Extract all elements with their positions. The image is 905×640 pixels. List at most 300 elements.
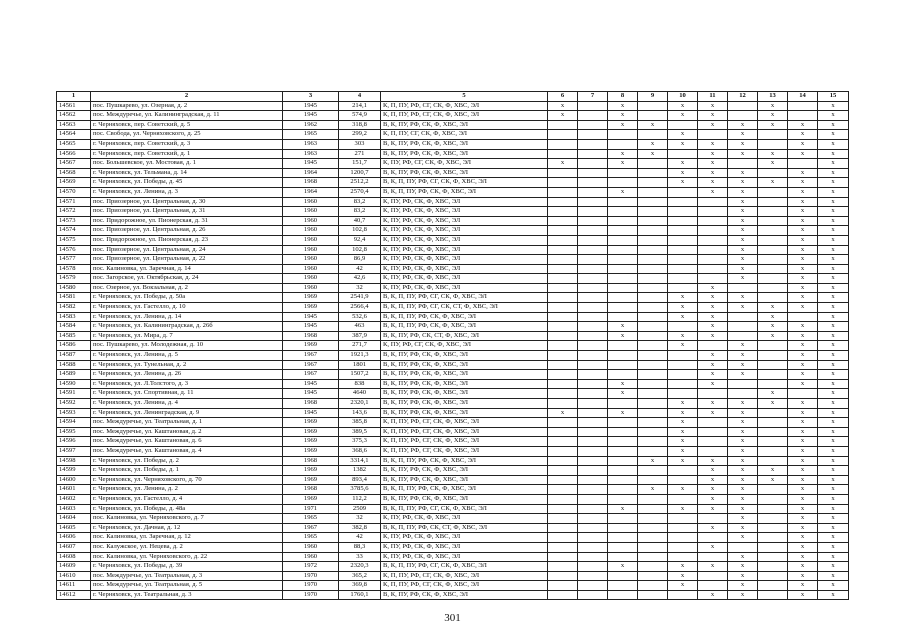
cell-codes: В, К, ПУ, РФ, СК, Ф, ХВС, ЭЛ	[381, 466, 548, 476]
cell-area: 143,6	[339, 408, 381, 418]
cell-codes: В, К, П, ПУ, РФ, СГ, СК, СТ, Ф, ХВС, ЭЛ	[381, 303, 548, 313]
cell-mark	[608, 533, 638, 543]
cell-codes: В, К, ПУ, РФ, СК, Ф, ХВС, ЭЛ	[381, 590, 548, 600]
cell-address: г. Черняховск, пер. Советский, д. 5	[91, 120, 283, 130]
cell-mark: x	[758, 466, 788, 476]
table-row	[57, 456, 849, 466]
cell-mark: x	[638, 139, 668, 149]
cell-year: 1965	[283, 130, 339, 140]
cell-id: 14609	[57, 562, 91, 572]
cell-address: пос. Приозерное, ул. Центральная, д. 22	[91, 255, 283, 265]
cell-mark: x	[818, 456, 849, 466]
cell-mark	[548, 187, 578, 197]
cell-mark	[548, 293, 578, 303]
cell-mark	[758, 341, 788, 351]
cell-area: 2320,1	[339, 399, 381, 409]
cell-mark: x	[728, 446, 758, 456]
cell-mark	[668, 264, 698, 274]
cell-mark	[638, 168, 668, 178]
table-body	[57, 101, 849, 600]
cell-mark: x	[728, 178, 758, 188]
cell-mark	[608, 485, 638, 495]
cell-mark: x	[698, 283, 728, 293]
cell-mark	[608, 437, 638, 447]
cell-id: 14587	[57, 351, 91, 361]
cell-mark	[548, 379, 578, 389]
cell-address: пос. Калиновка, ул. Черняховского, д. 7	[91, 514, 283, 524]
cell-mark	[548, 331, 578, 341]
col-header: 8	[608, 92, 638, 102]
cell-year: 1969	[283, 494, 339, 504]
cell-area: 368,6	[339, 446, 381, 456]
cell-mark	[638, 437, 668, 447]
cell-mark	[578, 255, 608, 265]
cell-mark	[608, 523, 638, 533]
cell-codes: В, К, ПУ, РФ, СК, СТ, Ф, ХВС, ЭЛ	[381, 331, 548, 341]
cell-mark: x	[818, 418, 849, 428]
cell-year: 1967	[283, 360, 339, 370]
cell-mark	[728, 379, 758, 389]
cell-mark	[758, 427, 788, 437]
cell-mark: x	[698, 399, 728, 409]
cell-mark	[548, 504, 578, 514]
cell-mark	[758, 216, 788, 226]
cell-mark: x	[818, 475, 849, 485]
cell-mark: x	[818, 437, 849, 447]
cell-id: 14601	[57, 485, 91, 495]
cell-address: пос. Приозерное, ул. Центральная, д. 24	[91, 245, 283, 255]
cell-mark	[638, 475, 668, 485]
cell-mark: x	[818, 274, 849, 284]
cell-id: 14573	[57, 216, 91, 226]
cell-mark: x	[788, 437, 818, 447]
cell-mark: x	[668, 427, 698, 437]
cell-mark: x	[698, 187, 728, 197]
table-row	[57, 178, 849, 188]
cell-address: пос. Пушкарево, ул. Молодежная, д. 10	[91, 341, 283, 351]
cell-id: 14592	[57, 399, 91, 409]
cell-mark	[758, 590, 788, 600]
cell-mark: x	[788, 149, 818, 159]
cell-year: 1969	[283, 427, 339, 437]
cell-year: 1964	[283, 168, 339, 178]
cell-mark	[698, 418, 728, 428]
cell-mark	[788, 312, 818, 322]
cell-mark	[548, 485, 578, 495]
cell-mark	[578, 389, 608, 399]
cell-id: 14565	[57, 139, 91, 149]
cell-mark: x	[698, 360, 728, 370]
cell-mark	[578, 437, 608, 447]
cell-mark: x	[728, 360, 758, 370]
cell-address: пос. Приозерное, ул. Центральная, д. 30	[91, 197, 283, 207]
cell-mark	[638, 283, 668, 293]
cell-area: 2566,4	[339, 303, 381, 313]
cell-mark: x	[728, 303, 758, 313]
cell-mark: x	[758, 120, 788, 130]
cell-mark: x	[668, 571, 698, 581]
table-row	[57, 514, 849, 524]
cell-address: г. Черняховск, ул. Ленина, д. 4	[91, 399, 283, 409]
cell-mark	[698, 207, 728, 217]
cell-mark	[608, 168, 638, 178]
cell-codes: В, К, ПУ, РФ, СК, Ф, ХВС, ЭЛ	[381, 399, 548, 409]
cell-id: 14591	[57, 389, 91, 399]
cell-codes: К, П, ПУ, РФ, СГ, СК, Ф, ХВС, ЭЛ	[381, 418, 548, 428]
cell-mark: x	[788, 427, 818, 437]
cell-mark	[608, 427, 638, 437]
cell-mark	[608, 581, 638, 591]
table-row	[57, 360, 849, 370]
cell-mark	[758, 197, 788, 207]
cell-codes: К, ПУ, РФ, СГ, СК, Ф, ХВС, ЭЛ	[381, 341, 548, 351]
table-row	[57, 226, 849, 236]
cell-mark	[548, 399, 578, 409]
cell-mark	[608, 552, 638, 562]
cell-area: 271	[339, 149, 381, 159]
table-row	[57, 351, 849, 361]
cell-area: 86,9	[339, 255, 381, 265]
cell-mark: x	[818, 322, 849, 332]
cell-mark: x	[788, 418, 818, 428]
cell-mark	[758, 207, 788, 217]
cell-year: 1968	[283, 331, 339, 341]
cell-mark: x	[758, 149, 788, 159]
cell-mark	[728, 159, 758, 169]
cell-id: 14572	[57, 207, 91, 217]
cell-mark	[548, 446, 578, 456]
cell-address: пос. Свобода, ул. Черняховского, д. 25	[91, 130, 283, 140]
cell-year: 1960	[283, 207, 339, 217]
cell-mark	[608, 418, 638, 428]
cell-codes: В, К, П, ПУ, РФ, СГ, СК, Ф, ХВС, ЭЛ	[381, 504, 548, 514]
cell-mark	[758, 293, 788, 303]
cell-mark	[758, 504, 788, 514]
cell-mark: x	[728, 408, 758, 418]
cell-mark: x	[788, 504, 818, 514]
cell-mark	[668, 322, 698, 332]
cell-year: 1962	[283, 120, 339, 130]
cell-area: 387,9	[339, 331, 381, 341]
cell-mark: x	[818, 235, 849, 245]
cell-codes: К, ПУ, РФ, СК, Ф, ХВС, ЭЛ	[381, 207, 548, 217]
cell-address: г. Черняховск, ул. Калининградская, д. 26б	[91, 322, 283, 332]
cell-mark: x	[728, 494, 758, 504]
cell-id: 14611	[57, 581, 91, 591]
register-table	[56, 91, 849, 600]
cell-codes: В, К, П, ПУ, РФ, СК, Ф, ХВС, ЭЛ	[381, 187, 548, 197]
cell-mark	[668, 542, 698, 552]
cell-mark	[668, 370, 698, 380]
cell-year: 1970	[283, 581, 339, 591]
cell-area: 893,4	[339, 475, 381, 485]
cell-year: 1960	[283, 542, 339, 552]
cell-mark	[548, 590, 578, 600]
cell-mark: x	[728, 341, 758, 351]
cell-mark	[758, 351, 788, 361]
cell-mark: x	[818, 264, 849, 274]
cell-mark	[668, 590, 698, 600]
cell-mark	[638, 379, 668, 389]
cell-mark	[578, 245, 608, 255]
cell-mark	[608, 255, 638, 265]
cell-mark	[638, 370, 668, 380]
cell-mark	[758, 494, 788, 504]
cell-mark: x	[548, 101, 578, 111]
cell-address: г. Черняховск, ул. Л.Толстого, д. 3	[91, 379, 283, 389]
cell-area: 4640	[339, 389, 381, 399]
cell-address: г. Черняховск, ул. Ленина, д. 2	[91, 485, 283, 495]
table-row	[57, 283, 849, 293]
cell-year: 1960	[283, 235, 339, 245]
cell-area: 375,3	[339, 437, 381, 447]
cell-mark	[578, 446, 608, 456]
cell-mark	[638, 581, 668, 591]
cell-area: 574,9	[339, 111, 381, 121]
cell-address: г. Черняховск, ул. Мира, д. 7	[91, 331, 283, 341]
cell-address: г. Черняховск, ул. Тельмана, д. 14	[91, 168, 283, 178]
cell-id: 14606	[57, 533, 91, 543]
cell-mark: x	[728, 149, 758, 159]
cell-address: г. Черняховск, ул. Гастелло, д. 10	[91, 303, 283, 313]
cell-mark: x	[698, 149, 728, 159]
table-row	[57, 533, 849, 543]
cell-address: г. Черняховск, ул. Спортивная, д. 11	[91, 389, 283, 399]
cell-mark: x	[698, 312, 728, 322]
cell-mark	[578, 312, 608, 322]
table-row	[57, 331, 849, 341]
cell-mark	[758, 168, 788, 178]
cell-mark: x	[758, 475, 788, 485]
cell-mark	[638, 111, 668, 121]
cell-mark	[548, 456, 578, 466]
table-row	[57, 552, 849, 562]
cell-mark	[668, 523, 698, 533]
cell-mark: x	[668, 581, 698, 591]
cell-year: 1969	[283, 437, 339, 447]
cell-address: пос. Междуречье, ул. Театральная, д. 5	[91, 581, 283, 591]
cell-mark	[758, 552, 788, 562]
cell-mark: x	[818, 101, 849, 111]
cell-mark	[608, 475, 638, 485]
table-row	[57, 303, 849, 313]
cell-mark	[548, 581, 578, 591]
cell-mark: x	[698, 370, 728, 380]
cell-mark: x	[758, 312, 788, 322]
cell-mark: x	[698, 542, 728, 552]
cell-mark	[548, 255, 578, 265]
cell-area: 2509	[339, 504, 381, 514]
cell-mark	[698, 235, 728, 245]
cell-mark	[548, 341, 578, 351]
cell-id: 14597	[57, 446, 91, 456]
cell-codes: В, К, ПУ, РФ, СК, Ф, ХВС, ЭЛ	[381, 360, 548, 370]
cell-mark	[668, 552, 698, 562]
cell-area: 303	[339, 139, 381, 149]
cell-mark	[728, 101, 758, 111]
cell-codes: В, К, ПУ, РФ, СК, Ф, ХВС, ЭЛ	[381, 351, 548, 361]
table-row	[57, 149, 849, 159]
cell-address: г. Черняховск, ул. Ленина, д. 14	[91, 312, 283, 322]
cell-mark	[578, 590, 608, 600]
table-row	[57, 111, 849, 121]
cell-mark	[548, 514, 578, 524]
cell-mark	[638, 504, 668, 514]
cell-mark: x	[818, 360, 849, 370]
cell-mark: x	[728, 226, 758, 236]
cell-mark: x	[788, 245, 818, 255]
cell-mark	[608, 351, 638, 361]
cell-mark: x	[758, 101, 788, 111]
cell-mark	[548, 312, 578, 322]
cell-mark	[548, 494, 578, 504]
cell-mark: x	[788, 226, 818, 236]
cell-mark	[608, 303, 638, 313]
cell-mark: x	[668, 111, 698, 121]
cell-mark	[608, 178, 638, 188]
cell-mark: x	[638, 485, 668, 495]
cell-mark	[608, 130, 638, 140]
cell-mark: x	[818, 255, 849, 265]
cell-area: 1801	[339, 360, 381, 370]
cell-id: 14610	[57, 571, 91, 581]
cell-mark	[608, 264, 638, 274]
col-header: 1	[57, 92, 91, 102]
cell-area: 42	[339, 533, 381, 543]
cell-mark	[548, 226, 578, 236]
cell-id: 14590	[57, 379, 91, 389]
cell-address: г. Черняховск, ул. Черняховского, д. 70	[91, 475, 283, 485]
cell-address: г. Черняховск, ул. Победы, д. 50а	[91, 293, 283, 303]
cell-mark	[728, 331, 758, 341]
table-row	[57, 408, 849, 418]
cell-mark	[548, 130, 578, 140]
cell-mark: x	[788, 351, 818, 361]
cell-mark	[548, 303, 578, 313]
cell-address: г. Черняховск, ул. Победы, д. 39	[91, 562, 283, 572]
cell-year: 1965	[283, 533, 339, 543]
cell-mark: x	[668, 399, 698, 409]
cell-mark: x	[668, 446, 698, 456]
cell-mark: x	[788, 581, 818, 591]
cell-mark	[578, 197, 608, 207]
cell-mark: x	[698, 293, 728, 303]
cell-mark	[698, 533, 728, 543]
cell-mark: x	[818, 293, 849, 303]
cell-mark	[698, 255, 728, 265]
cell-mark: x	[698, 351, 728, 361]
cell-mark: x	[698, 101, 728, 111]
cell-mark: x	[608, 379, 638, 389]
cell-mark: x	[788, 235, 818, 245]
cell-address: г. Черняховск, ул. Гастелло, д. 4	[91, 494, 283, 504]
cell-id: 14580	[57, 283, 91, 293]
cell-area: 151,7	[339, 159, 381, 169]
cell-codes: К, ПУ, РФ, СК, Ф, ХВС, ЭЛ	[381, 245, 548, 255]
cell-mark: x	[668, 303, 698, 313]
cell-mark	[638, 159, 668, 169]
cell-address: пос. Междуречье, ул. Калининградская, д. 11	[91, 111, 283, 121]
cell-year: 1945	[283, 312, 339, 322]
cell-mark	[578, 485, 608, 495]
cell-area: 3785,6	[339, 485, 381, 495]
cell-mark	[758, 370, 788, 380]
cell-mark	[728, 542, 758, 552]
cell-codes: К, ПУ, РФ, СК, Ф, ХВС, ЭЛ	[381, 197, 548, 207]
cell-mark	[638, 187, 668, 197]
table-row	[57, 418, 849, 428]
cell-mark: x	[548, 408, 578, 418]
cell-mark	[578, 571, 608, 581]
cell-mark: x	[818, 399, 849, 409]
cell-mark: x	[788, 139, 818, 149]
cell-codes: В, К, ПУ, РФ, СК, Ф, ХВС, ЭЛ	[381, 149, 548, 159]
cell-mark: x	[788, 187, 818, 197]
cell-mark: x	[818, 523, 849, 533]
cell-mark	[608, 312, 638, 322]
cell-mark	[758, 264, 788, 274]
cell-mark	[698, 130, 728, 140]
cell-codes: К, ПУ, РФ, СК, Ф, ХВС, ЭЛ	[381, 283, 548, 293]
cell-mark: x	[728, 418, 758, 428]
table-row	[57, 245, 849, 255]
cell-codes: К, ПУ, РФ, СК, Ф, ХВС, ЭЛ	[381, 226, 548, 236]
cell-mark: x	[668, 159, 698, 169]
cell-mark	[638, 542, 668, 552]
cell-mark	[608, 399, 638, 409]
cell-mark: x	[818, 283, 849, 293]
cell-mark: x	[788, 264, 818, 274]
cell-year: 1960	[283, 226, 339, 236]
cell-mark	[638, 562, 668, 572]
cell-mark: x	[788, 571, 818, 581]
cell-address: пос. Загорское, ул. Октябрьская, д. 24	[91, 274, 283, 284]
cell-mark	[548, 139, 578, 149]
cell-mark: x	[788, 255, 818, 265]
cell-mark	[668, 245, 698, 255]
cell-mark: x	[758, 159, 788, 169]
cell-mark: x	[788, 475, 818, 485]
cell-year: 1968	[283, 485, 339, 495]
cell-mark: x	[818, 590, 849, 600]
cell-mark	[728, 283, 758, 293]
cell-mark: x	[728, 590, 758, 600]
cell-mark: x	[818, 216, 849, 226]
cell-id: 14563	[57, 120, 91, 130]
cell-mark: x	[728, 523, 758, 533]
cell-mark	[668, 283, 698, 293]
cell-mark	[638, 389, 668, 399]
cell-area: 365,2	[339, 571, 381, 581]
cell-mark	[578, 101, 608, 111]
cell-mark	[668, 149, 698, 159]
cell-mark: x	[608, 101, 638, 111]
cell-address: г. Черняховск, ул. Ленина, д. 3	[91, 187, 283, 197]
cell-mark: x	[728, 197, 758, 207]
cell-id: 14602	[57, 494, 91, 504]
cell-area: 33	[339, 552, 381, 562]
cell-year: 1964	[283, 187, 339, 197]
cell-mark	[728, 312, 758, 322]
cell-mark	[578, 494, 608, 504]
cell-mark	[698, 197, 728, 207]
cell-address: г. Черняховск, ул. Тунельная, д. 2	[91, 360, 283, 370]
cell-area: 1507,2	[339, 370, 381, 380]
cell-mark: x	[818, 571, 849, 581]
cell-mark: x	[728, 139, 758, 149]
cell-mark: x	[818, 226, 849, 236]
cell-mark	[728, 322, 758, 332]
